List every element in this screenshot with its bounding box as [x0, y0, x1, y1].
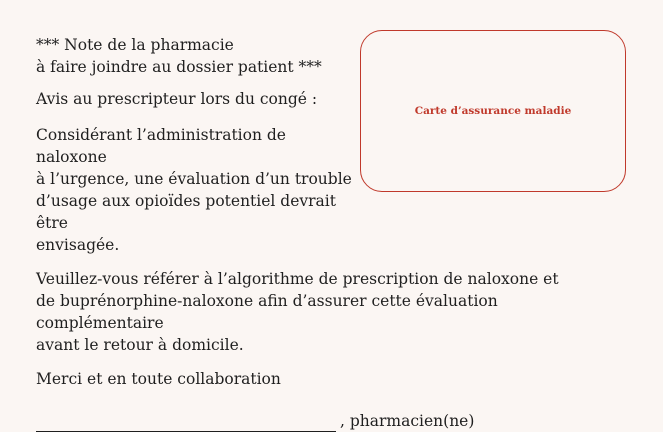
- note-header: [36, 34, 356, 78]
- considering-line-3: d’usage aux opioïdes potentiel devrait être: [36, 192, 336, 232]
- considering-line-4: envisagée.: [36, 236, 120, 254]
- note-header-line-1: *** Note de la pharmacie: [36, 36, 234, 54]
- signature-blank: [36, 415, 336, 432]
- referral-line-2: de buprénorphine-naloxone afin d’assurer cette évaluation complémentaire: [36, 292, 498, 332]
- signature-suffix: , pharmacien(ne): [340, 412, 475, 430]
- closing-text: Merci et en toute collaboration: [36, 370, 281, 388]
- considering-line-2: à l’urgence, une évaluation d’un trouble: [36, 170, 352, 188]
- health-card-box: [360, 30, 626, 192]
- advice-heading: Avis au prescripteur lors du congé :: [36, 90, 318, 108]
- referral-line-1: Veuillez-vous référer à l’algorithme de prescription de naloxone et: [36, 270, 559, 288]
- considering-line-1: Considérant l’administration de naloxone: [36, 126, 286, 166]
- signature-line: [36, 410, 616, 432]
- referral-line-3: avant le retour à domicile.: [36, 336, 244, 354]
- referral-paragraph: [36, 268, 616, 356]
- considering-paragraph: [36, 124, 356, 256]
- health-card-label: Carte d’assurance maladie: [414, 105, 572, 117]
- note-header-line-2: à faire joindre au dossier patient ***: [36, 58, 322, 76]
